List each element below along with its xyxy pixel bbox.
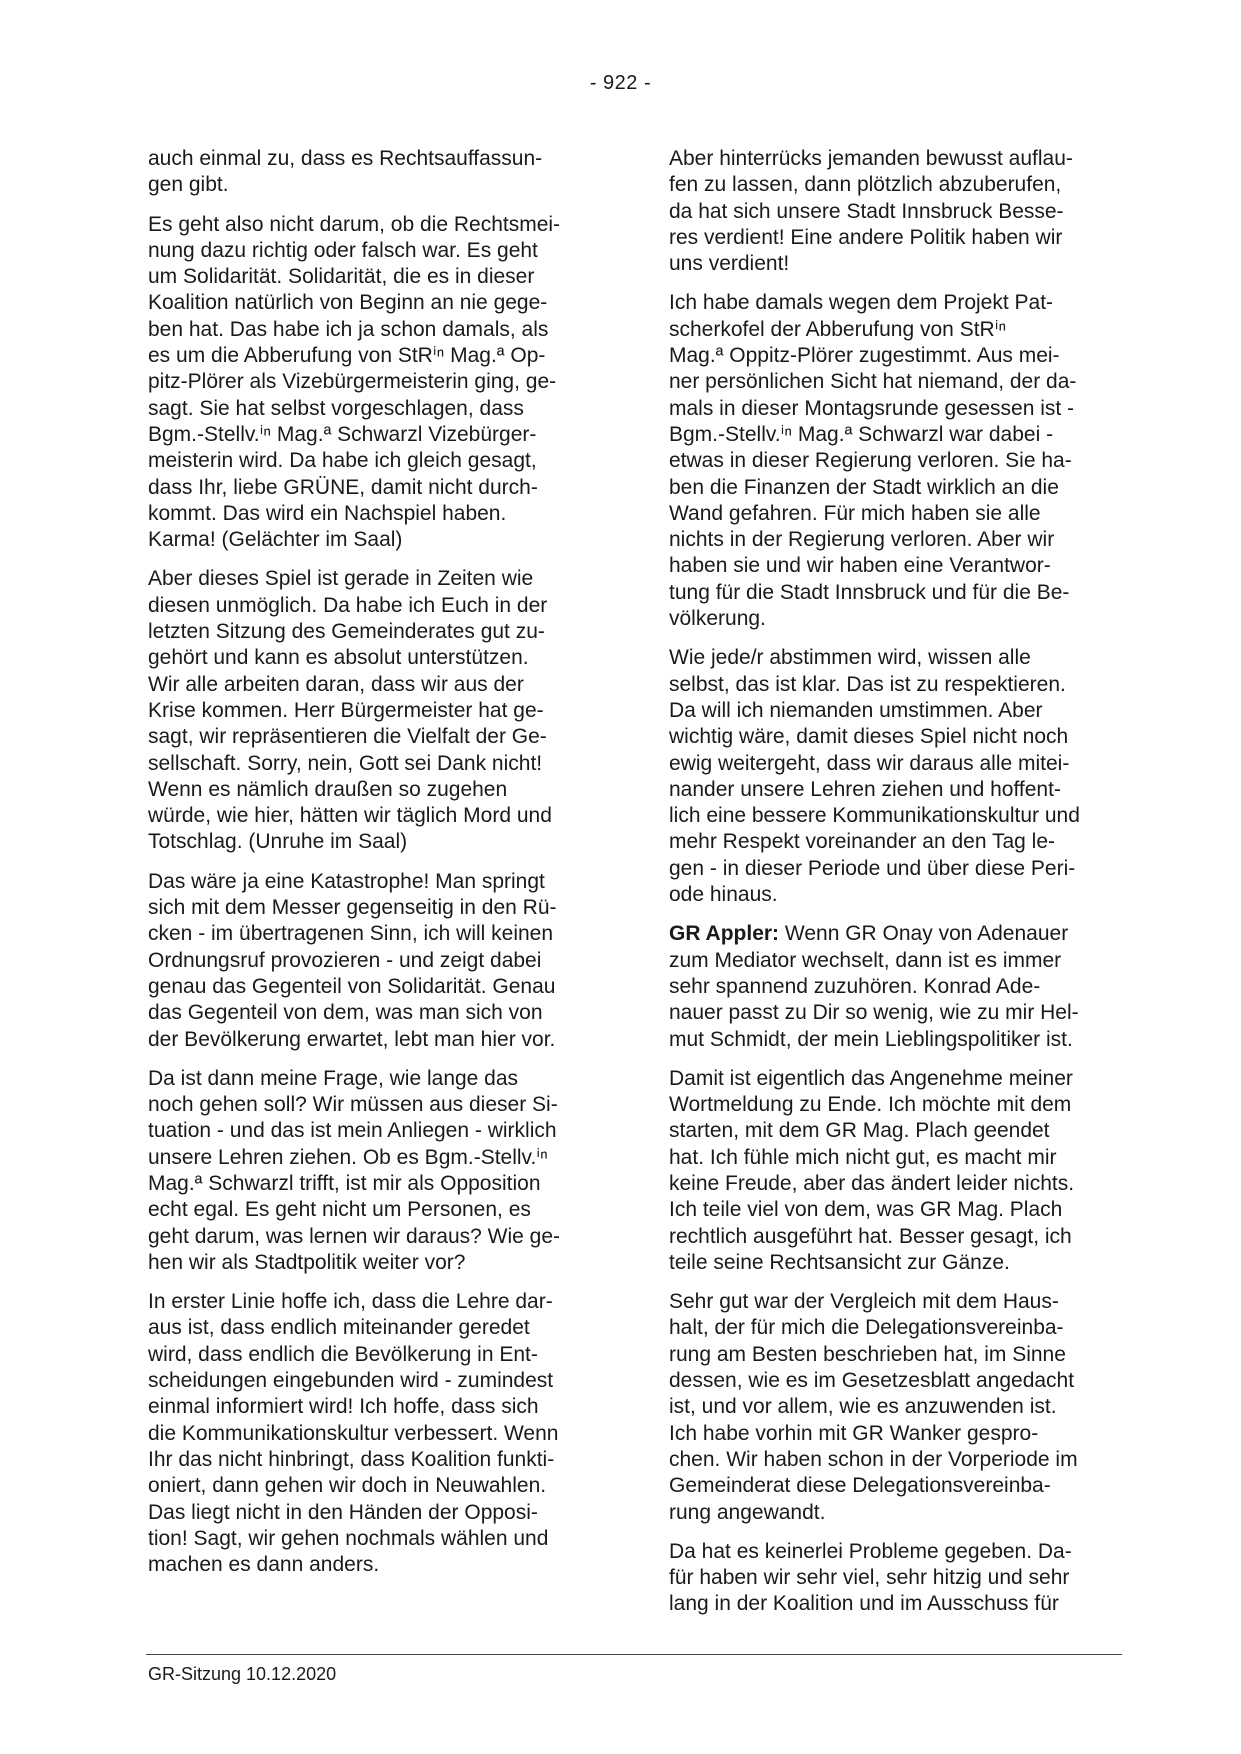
speaker-name: GR Appler: (669, 922, 780, 946)
footer-session-date: GR-Sitzung 10.12.2020 (148, 1664, 337, 1684)
paragraph: auch einmal zu, dass es Rechtsauffassun- gen gibt. (148, 147, 543, 197)
right-column (669, 146, 1121, 1631)
paragraph: Sehr gut war der Vergleich mit dem Haus- halt, der für mich die Delegationsvereinba- rung am Besten beschrieben hat, im Sinne dessen, wie es im Gesetzesblatt angedacht ist, und vor allem, wie es anzuwenden ist. Ich habe vorhin mit GR Wanker gespro- chen. Wir haben schon in der Vorperiode im Gemeinderat diese Delegationsvereinba- rung angewandt. (669, 1290, 1078, 1524)
paragraph: Wie jede/r abstimmen wird, wissen alle selbst, das ist klar. Das ist zu respektieren. Da will ich niemanden umstimmen. Aber wichtig wäre, damit dieses Spiel nicht noch ewig weitergeht, dass wir daraus alle mitei- nander unsere Lehren ziehen und hoffent- lich eine bessere Kommunikationskultur und mehr Respekt voreinander an den Tag le- gen - in dieser Periode und über diese Peri- ode hinaus. (669, 646, 1080, 907)
paragraph: In erster Linie hoffe ich, dass die Lehre dar- aus ist, dass endlich miteinander geredet wird, dass endlich die Bevölkerung in Ent- scheidungen eingebunden wird - zumindest einmal informiert wird! Ich hoffe, dass sich die Kommunikationskultur verbessert. Wenn Ihr das nicht hinbringt, dass Koalition funkti- oniert, dann gehen wir doch in Neuwahlen. Das liegt nicht in den Händen der Opposi- tion! Sagt, wir gehen nochmals wählen und machen es dann anders. (148, 1290, 559, 1577)
paragraph: Aber hinterrücks jemanden bewusst auflau- fen zu lassen, dann plötzlich abzuberufen, da hat sich unsere Stadt Innsbruck Besse- res verdient! Eine andere Politik haben wir uns verdient! (669, 147, 1073, 276)
speaker-text: Wenn GR Onay von Adenauer zum Mediator wechselt, dann ist es immer sehr spannend zuzuhören. Konrad Ade- nauer passt zu Dir so wenig, wie zu mir Hel- mut Schmidt, der mein Lieblingspolitiker ist. (669, 922, 1079, 1051)
speaker-paragraph (669, 921, 1121, 1052)
page-number: - 922 - (589, 72, 652, 94)
footer-divider (146, 1654, 1122, 1655)
paragraph: Da hat es keinerlei Probleme gegeben. Da- für haben wir sehr viel, sehr hitzig und sehr lang in der Koalition und im Ausschuss für (669, 1539, 1072, 1616)
paragraph: Aber dieses Spiel ist gerade in Zeiten wie diesen unmöglich. Da habe ich Euch in der letzten Sitzung des Gemeinderates gut zu- gehört und kann es absolut unterstützen. Wir alle arbeiten daran, dass wir aus der Krise kommen. Herr Bürgermeister hat ge- sagt, wir repräsentieren die Vielfalt der Ge- sellschaft. Sorry, nein, Gott sei Dank nicht! Wenn es nämlich draußen so zugehen würde, wie hier, hätten wir täglich Mord und Totschlag. (Unruhe im Saal) (148, 567, 552, 854)
left-column (148, 146, 600, 1591)
paragraph: Damit ist eigentlich das Angenehme meiner Wortmeldung zu Ende. Ich möchte mit dem starten, mit dem GR Mag. Plach geendet hat. Ich fühle mich nicht gut, es macht mir keine Freude, aber das ändert leider nichts. Ich teile viel von dem, was GR Mag. Plach rechtlich ausgeführt hat. Besser gesagt, ich teile seine Rechtsansicht zur Gänze. (669, 1066, 1075, 1274)
paragraph: Ich habe damals wegen dem Projekt Pat- scherkofel der Abberufung von StRⁱⁿ Mag.ª Oppitz-Plörer zugestimmt. Aus mei- ner persönlichen Sicht hat niemand, der da- mals in dieser Montagsrunde gesessen ist - Bgm.-Stellv.ⁱⁿ Mag.ª Schwarzl war dabei - etwas in dieser Regierung verloren. Sie ha- ben die Finanzen der Stadt wirklich an die Wand gefahren. Für mich haben sie alle nichts in der Regierung verloren. Aber wir haben sie und wir haben eine Verantwor- tung für die Stadt Innsbruck und für die Be- völkerung. (669, 291, 1077, 631)
paragraph: Das wäre ja eine Katastrophe! Man springt sich mit dem Messer gegenseitig in den Rü- cken - im übertragenen Sinn, ich will keinen Ordnungsruf provozieren - und zeigt dabei genau das Gegenteil von Solidarität. Genau das Gegenteil von dem, was man sich von der Bevölkerung erwartet, lebt man hier vor. (148, 869, 557, 1051)
paragraph: Da ist dann meine Frage, wie lange das noch gehen soll? Wir müssen aus dieser Si- tuation - und das ist mein Anliegen - wirklich unsere Lehren ziehen. Ob es Bgm.-Stellv.ⁱⁿ Mag.ª Schwarzl trifft, ist mir als Opposition echt egal. Es geht nicht um Personen, es geht darum, was lernen wir daraus? Wie ge- hen wir als Stadtpolitik weiter vor? (148, 1066, 561, 1274)
paragraph: Es geht also nicht darum, ob die Rechtsmei- nung dazu richtig oder falsch war. Es geht um Solidarität. Solidarität, die es in dieser Koalition natürlich von Beginn an nie gege- ben hat. Das habe ich ja schon damals, als es um die Abberufung von StRⁱⁿ Mag.ª Op- pitz-Plörer als Vizebürgermeisterin ging, ge- sagt. Sie hat selbst vorgeschlagen, dass Bgm.-Stellv.ⁱⁿ Mag.ª Schwarzl Vizebürger- meisterin wird. Da habe ich gleich gesagt, dass Ihr, liebe GRÜNE, damit nicht durch- kommt. Das wird ein Nachspiel haben. Karma! (Gelächter im Saal) (148, 212, 561, 552)
